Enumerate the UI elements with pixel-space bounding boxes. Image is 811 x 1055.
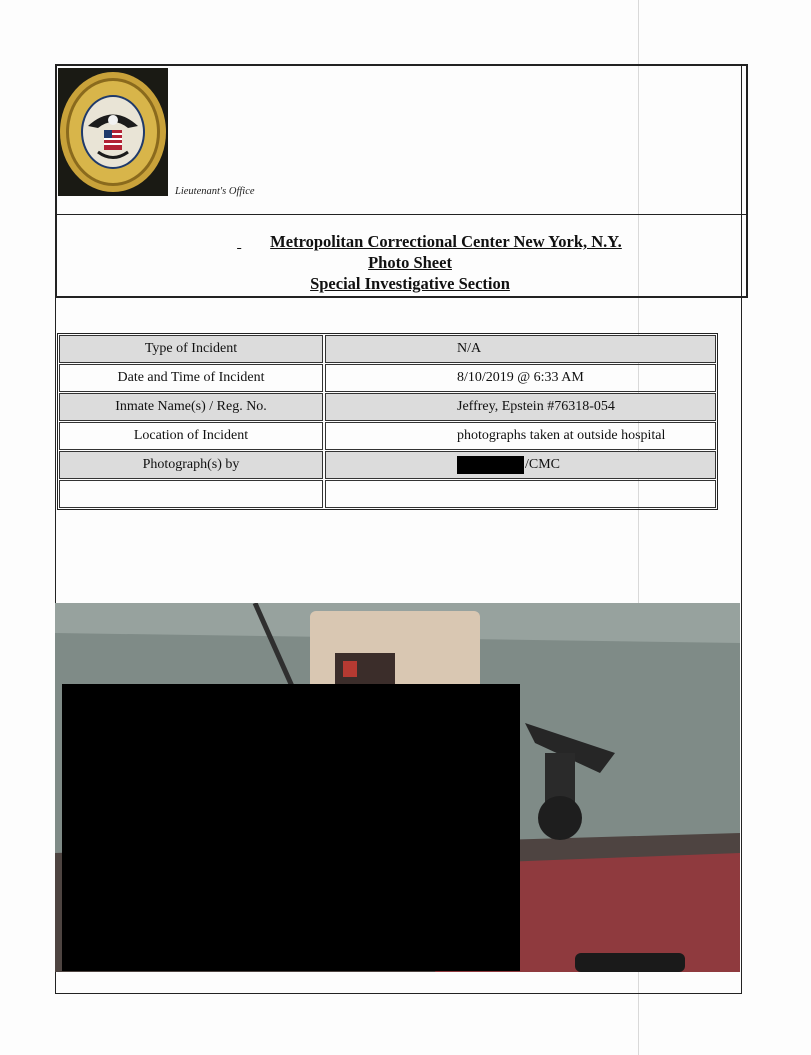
table-row [59,393,716,421]
title-underline-lead [208,231,270,252]
inmate-name-label: Inmate Name(s) / Reg. No. [59,393,323,421]
photographer-value-cell [325,451,716,479]
title-line-facility [150,231,670,252]
incident-type-value: N/A [325,335,716,363]
doj-bop-seal [58,68,168,196]
seal-icon [58,68,168,196]
table-row [59,364,716,392]
facility-title: Metropolitan Correctional Center New York, N.Y. [270,232,622,251]
table-row [59,451,716,479]
photographer-label: Photograph(s) by [59,451,323,479]
table-row [59,335,716,363]
inmate-name-value: Jeffrey, Epstein #76318-054 [325,393,716,421]
photo-sheet-title: Photo Sheet [368,253,452,272]
table-row [59,422,716,450]
incident-type-label: Type of Incident [59,335,323,363]
incident-info-table [57,333,718,510]
location-label: Location of Incident [59,422,323,450]
office-label: Lieutenant's Office [175,186,255,197]
photographer-value: /CMC [525,457,561,472]
empty-label-cell [59,480,323,508]
photographer-redaction [457,456,524,474]
incident-datetime-label: Date and Time of Incident [59,364,323,392]
table-row [59,480,716,508]
section-title: Special Investigative Section [310,274,510,293]
incident-datetime-value: 8/10/2019 @ 6:33 AM [325,364,716,392]
document-title [150,231,670,294]
location-value: photographs taken at outside hospital [325,422,716,450]
photo-redaction [62,684,520,971]
empty-value-cell [325,480,716,508]
